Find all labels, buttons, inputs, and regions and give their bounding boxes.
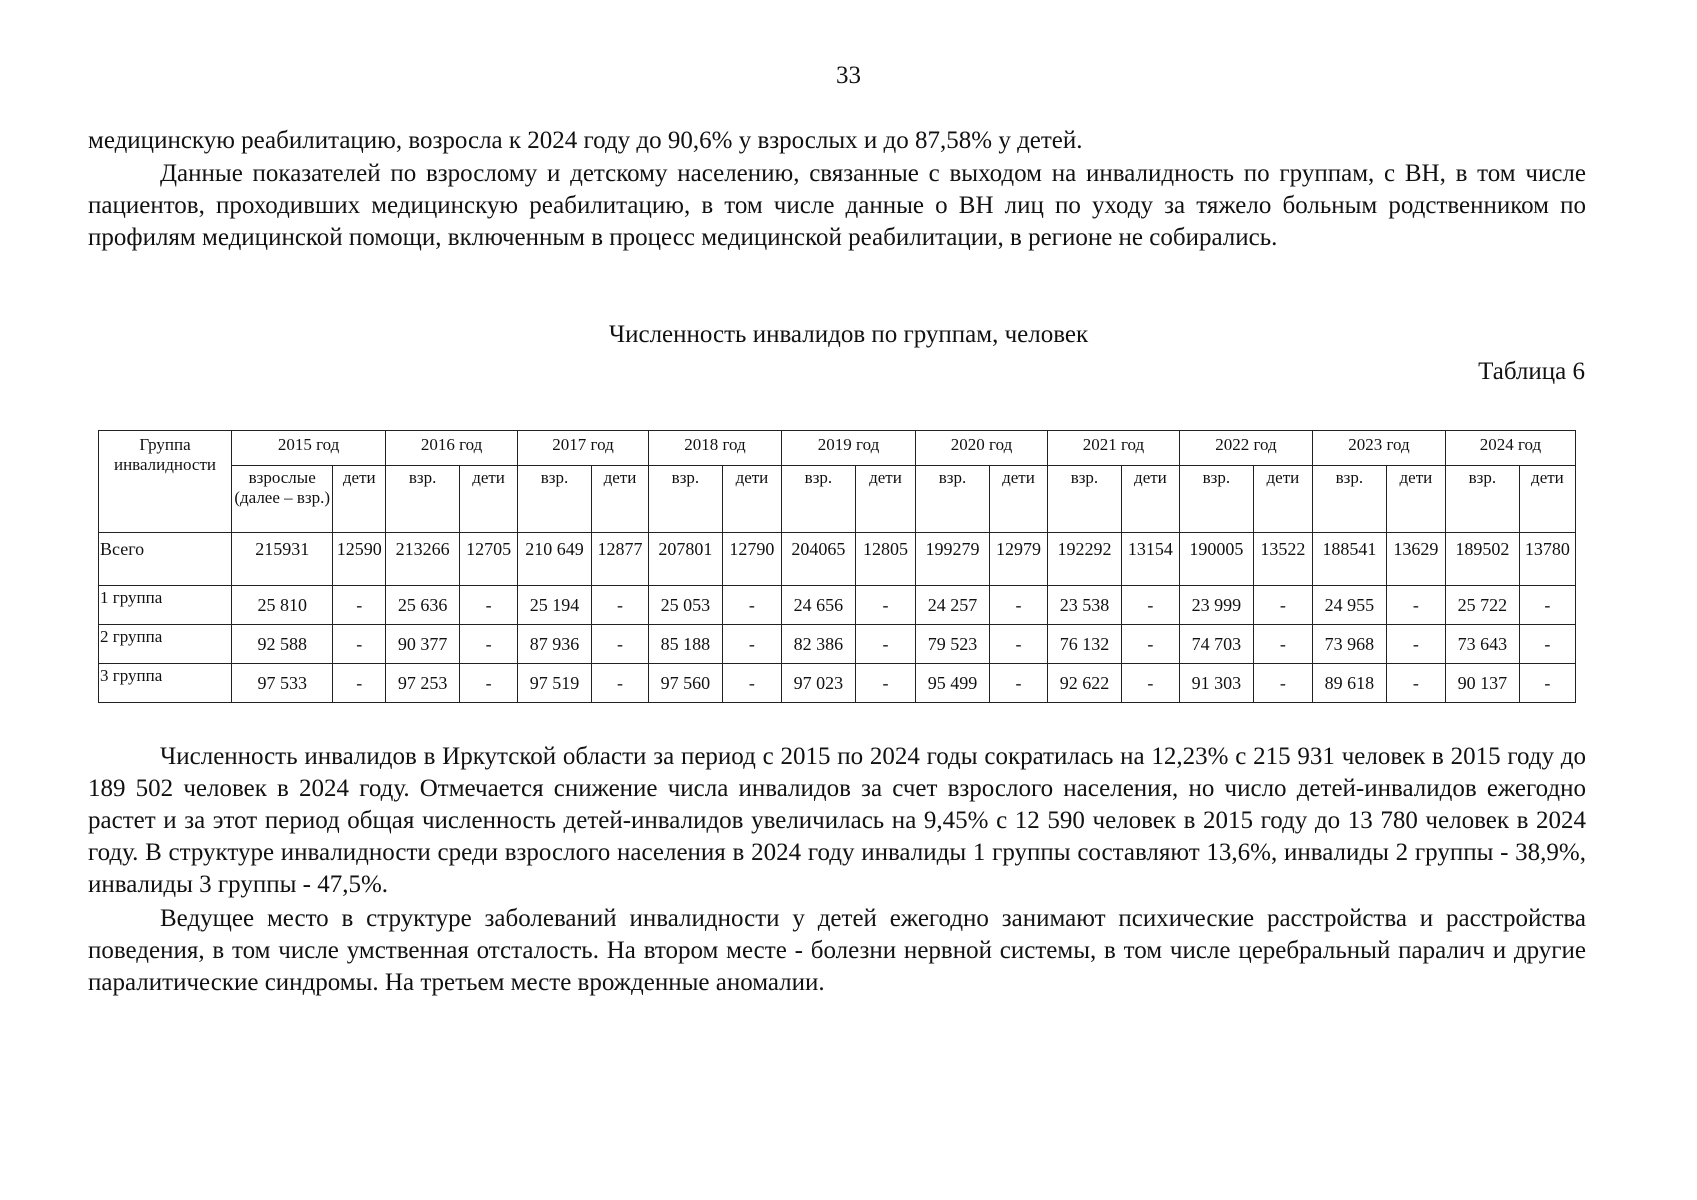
table-cell: 13780 (1519, 533, 1575, 586)
table-cell: 97 560 (648, 664, 722, 703)
table-cell: 192292 (1048, 533, 1122, 586)
table-cell: - (460, 625, 518, 664)
table-cell: 25 810 (232, 586, 333, 625)
table-cell: - (989, 625, 1047, 664)
table-cell: - (333, 664, 386, 703)
year-header: 2017 год (518, 431, 649, 466)
table-cell: 213266 (386, 533, 460, 586)
year-header: 2020 год (916, 431, 1048, 466)
table-cell: 188541 (1312, 533, 1386, 586)
adults-subheader: взр. (1445, 466, 1519, 533)
adults-subheader: взр. (1179, 466, 1253, 533)
group-column-header: Группа инвалидности (99, 431, 232, 533)
table-cell: 73 643 (1445, 625, 1519, 664)
table-cell: 199279 (916, 533, 990, 586)
children-subheader: дети (1386, 466, 1445, 533)
adults-subheader: взр. (916, 466, 990, 533)
table-cell: - (1253, 664, 1312, 703)
table-cell: - (591, 664, 648, 703)
table-cell: 25 636 (386, 586, 460, 625)
paragraph-continuation: медицинскую реабилитацию, возросла к 2024 году до 90,6% у взрослых и до 87,58% у детей. (88, 127, 1083, 154)
year-header: 2018 год (648, 431, 781, 466)
table-cell: - (855, 664, 915, 703)
year-header: 2019 год (781, 431, 915, 466)
adults-subheader: взр. (1048, 466, 1122, 533)
table-cell: - (1386, 586, 1445, 625)
table-cell: 13522 (1253, 533, 1312, 586)
table-cell: 23 538 (1048, 586, 1122, 625)
children-subheader: дети (1253, 466, 1312, 533)
table-cell: 12590 (333, 533, 386, 586)
table-cell: 23 999 (1179, 586, 1253, 625)
table-cell: 25 053 (648, 586, 722, 625)
table-row (99, 625, 1576, 664)
table-cell: - (989, 586, 1047, 625)
table-cell: - (333, 625, 386, 664)
table-cell: 97 023 (781, 664, 855, 703)
table-cell: - (460, 586, 518, 625)
adults-subheader: взр. (648, 466, 722, 533)
table-cell: 79 523 (916, 625, 990, 664)
adults-subheader: взр. (386, 466, 460, 533)
table-cell: 85 188 (648, 625, 722, 664)
table-cell: 25 722 (1445, 586, 1519, 625)
table-cell: - (1253, 625, 1312, 664)
table-cell: 24 257 (916, 586, 990, 625)
table-cell: 89 618 (1312, 664, 1386, 703)
table-cell: 92 588 (232, 625, 333, 664)
table-cell: 73 968 (1312, 625, 1386, 664)
children-subheader: дети (722, 466, 781, 533)
row-label: 1 группа (99, 586, 232, 625)
table-cell: - (1121, 625, 1179, 664)
year-header: 2024 год (1445, 431, 1575, 466)
table-cell: - (1519, 664, 1575, 703)
table-cell: 24 656 (781, 586, 855, 625)
paragraph-data-not-collected: Данные показателей по взрослому и детскому населению, связанные с выходом на инвалидность по группам, с ВН, в том числе пациентов, проходивших медицинскую реабилитацию, в том числе данные о ВН лиц по уходу за тяжело больным родственником по профилям медицинской помощи, включенным в процесс медицинской реабилитации, в регионе не собирались. (88, 160, 1586, 251)
adults-subheader: взр. (1312, 466, 1386, 533)
children-subheader: дети (333, 466, 386, 533)
children-subheader: дети (1519, 466, 1575, 533)
table-cell: - (460, 664, 518, 703)
table-cell: - (1519, 586, 1575, 625)
table-cell: - (722, 586, 781, 625)
children-subheader: дети (591, 466, 648, 533)
table-cell: 12790 (722, 533, 781, 586)
table-cell: - (591, 625, 648, 664)
page-number: 33 (836, 62, 861, 89)
table-cell: 215931 (232, 533, 333, 586)
table-cell: 95 499 (916, 664, 990, 703)
table-cell: 90 377 (386, 625, 460, 664)
table-cell: 97 519 (518, 664, 592, 703)
table-number: Таблица 6 (1478, 358, 1585, 385)
table-cell: 87 936 (518, 625, 592, 664)
table-cell: 90 137 (1445, 664, 1519, 703)
adults-subheader: взр. (781, 466, 855, 533)
children-subheader: дети (1121, 466, 1179, 533)
table-cell: - (722, 625, 781, 664)
table-cell: - (1386, 625, 1445, 664)
year-header: 2015 год (232, 431, 386, 466)
table-cell: - (1386, 664, 1445, 703)
row-label: 2 группа (99, 625, 232, 664)
paragraph-children-causes: Ведущее место в структуре заболеваний инвалидности у детей ежегодно занимают психические расстройства и расстройства поведения, в том числе умственная отсталость. На втором месте - болезни нервной системы, в том числе церебральный паралич и другие паралитические синдромы. На третьем месте врожденные аномалии. (88, 905, 1586, 996)
table-cell: 25 194 (518, 586, 592, 625)
table-cell: - (855, 625, 915, 664)
table-cell: - (1121, 586, 1179, 625)
table-cell: 91 303 (1179, 664, 1253, 703)
table-cell: 74 703 (1179, 625, 1253, 664)
year-header: 2021 год (1048, 431, 1180, 466)
table-header-subgroups (99, 466, 1576, 533)
table-cell: 190005 (1179, 533, 1253, 586)
table-cell: 210 649 (518, 533, 592, 586)
adults-subheader: взр. (518, 466, 592, 533)
year-header: 2016 год (386, 431, 518, 466)
table-cell: - (722, 664, 781, 703)
table-cell: 82 386 (781, 625, 855, 664)
table-cell: - (989, 664, 1047, 703)
table-cell: - (1121, 664, 1179, 703)
table-cell: 12877 (591, 533, 648, 586)
table-row (99, 533, 1576, 586)
table-row (99, 664, 1576, 703)
table-cell: 97 253 (386, 664, 460, 703)
table-cell: - (591, 586, 648, 625)
table-cell: 189502 (1445, 533, 1519, 586)
table-cell: 92 622 (1048, 664, 1122, 703)
table-cell: - (855, 586, 915, 625)
table-cell: 13629 (1386, 533, 1445, 586)
table-title: Численность инвалидов по группам, человек (608, 321, 1089, 348)
table-cell: 24 955 (1312, 586, 1386, 625)
disability-groups-table (98, 430, 1576, 703)
adults-subheader: взрослые (далее – взр.) (232, 466, 333, 533)
paragraph-analysis: Численность инвалидов в Иркутской области за период с 2015 по 2024 годы сократилась на 12,23% с 215 931 человек в 2015 году до 189 502 человек в 2024 году. Отмечается снижение числа инвалидов за счет взрослого населения, но число детей-инвалидов ежегодно растет и за этот период общая численность детей-инвалидов увеличилась на 9,45% с 12 590 человек в 2015 году до 13 780 человек в 2024 году. В структуре инвалидности среди взрослого населения в 2024 году инвалиды 1 группы составляют 13,6%, инвалиды 2 группы - 38,9%, инвалиды 3 группы - 47,5%. (88, 743, 1586, 898)
table-cell: 12705 (460, 533, 518, 586)
year-header: 2022 год (1179, 431, 1312, 466)
table-cell: 12805 (855, 533, 915, 586)
row-label: Всего (99, 533, 232, 586)
table-cell: 12979 (989, 533, 1047, 586)
table-cell: - (1253, 586, 1312, 625)
year-header: 2023 год (1312, 431, 1445, 466)
children-subheader: дети (989, 466, 1047, 533)
children-subheader: дети (855, 466, 915, 533)
row-label: 3 группа (99, 664, 232, 703)
table-cell: 76 132 (1048, 625, 1122, 664)
table-cell: 207801 (648, 533, 722, 586)
table-cell: 97 533 (232, 664, 333, 703)
table-header-years (99, 431, 1576, 466)
table-cell: 204065 (781, 533, 855, 586)
children-subheader: дети (460, 466, 518, 533)
table-cell: 13154 (1121, 533, 1179, 586)
table-row (99, 586, 1576, 625)
table-cell: - (333, 586, 386, 625)
table-cell: - (1519, 625, 1575, 664)
